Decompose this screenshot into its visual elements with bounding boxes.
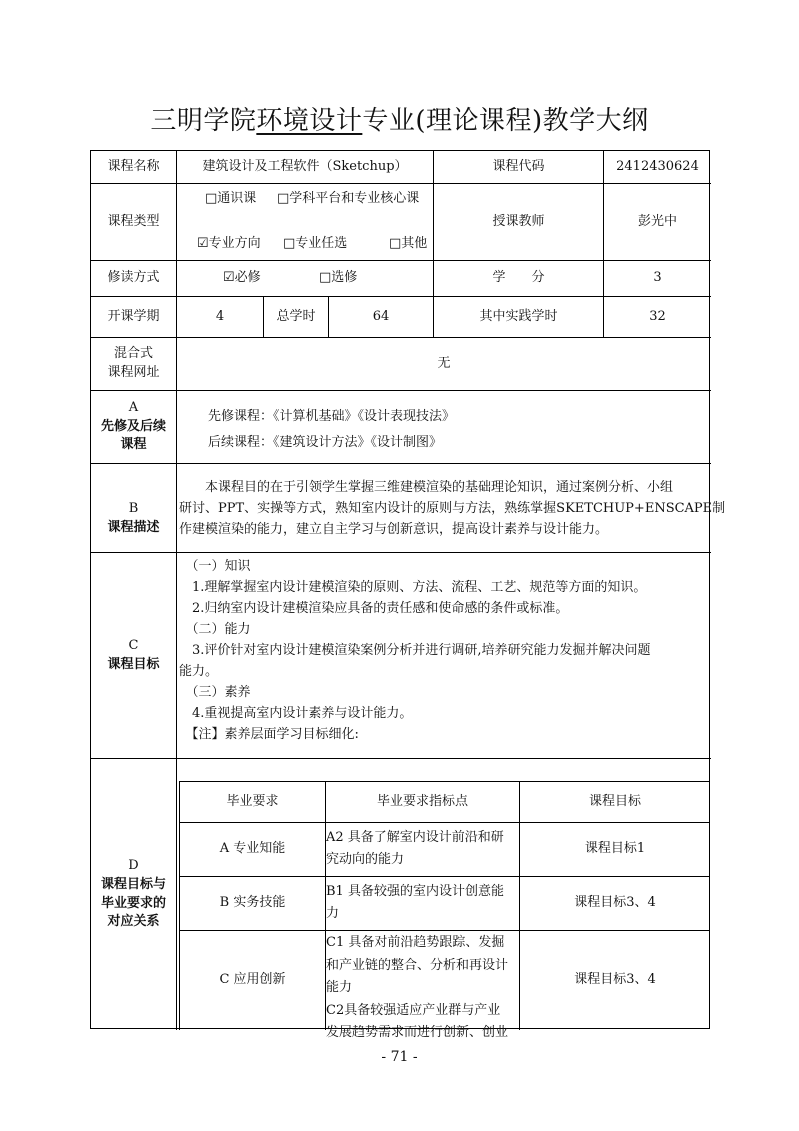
course-type-options [177, 184, 434, 261]
semester-label: 开课学期 [91, 297, 177, 338]
practice-hours-label: 其中实践学时 [434, 297, 604, 338]
following-courses: 后续课程：《建筑设计方法》《设计制图》 [208, 435, 443, 450]
indicator-c-line-4: C2具备较强适应产业群与产业 [326, 1002, 501, 1018]
section-d-title-3: 对应关系 [107, 914, 160, 930]
section-d-letter: D [128, 857, 139, 873]
objective-line-7: （三）素养 [179, 685, 251, 700]
credit-value: 3 [604, 261, 711, 297]
goal-a: 课程目标1 [519, 823, 710, 877]
option-elective: □专业任选 [283, 236, 348, 251]
course-code-value: 2412430624 [604, 151, 711, 184]
section-a-title-1: 先修及后续 [100, 418, 166, 434]
section-b-title: 课程描述 [107, 520, 160, 535]
title-major: 环境设计 [256, 106, 363, 136]
course-code-label: 课程代码 [434, 151, 604, 184]
total-hours-label: 总学时 [264, 297, 329, 338]
indicator-b-line-2: 力 [326, 906, 340, 921]
objective-line-4: （二）能力 [179, 622, 251, 637]
section-b-label [91, 464, 177, 553]
section-b-letter: B [128, 501, 139, 517]
option-optional: □选修 [319, 270, 358, 285]
goal-c: 课程目标3、4 [519, 931, 710, 1030]
indicator-c-line-1: C1 具备对前沿趋势跟踪、发掘 [326, 935, 505, 950]
prerequisite-courses: 先修课程：《计算机基础》《设计表现技法》 [208, 409, 456, 424]
credit-label: 学 分 [434, 261, 604, 297]
section-c-content [177, 553, 711, 759]
section-d-label [91, 759, 177, 1030]
objective-line-3: 2.归纳室内设计建模渲染应具备的责任感和使命感的条件或标准。 [179, 601, 569, 616]
section-a-content [177, 391, 711, 464]
teacher-label: 授课教师 [434, 184, 604, 261]
requirement-c: C 应用创新 [179, 931, 325, 1030]
objective-line-2: 1.理解掌握室内设计建模渲染的原则、方法、流程、工艺、规范等方面的知识。 [179, 580, 647, 595]
section-d-title-1: 课程目标与 [100, 876, 166, 892]
syllabus-table [90, 150, 726, 1040]
objective-line-1: （一）知识 [179, 559, 251, 574]
semester-value: 4 [177, 297, 264, 338]
section-a-label [91, 391, 177, 464]
mixed-url-label-line2: 课程网址 [107, 365, 160, 380]
document-title [0, 100, 799, 137]
study-mode-options [177, 261, 434, 297]
course-name-value: 建筑设计及工程软件（Sketchup） [177, 151, 434, 184]
requirement-b: B 实务技能 [179, 877, 325, 931]
indicator-b [325, 877, 519, 931]
description-line-3: 作建模渲染的能力，建立自主学习与创新意识，提高设计素养与设计能力。 [179, 522, 609, 537]
indicator-c-line-5: 发展趋势需求而进行创新、创业 [326, 1025, 509, 1040]
indicator-a-line-2: 究动向的能力 [326, 852, 405, 867]
section-a-title-2: 课程 [120, 437, 147, 453]
mixed-url-label [91, 338, 177, 391]
section-c-letter: C [128, 637, 139, 653]
course-type-label: 课程类型 [91, 184, 177, 261]
objective-line-8: 4.重视提高室内设计素养与设计能力。 [179, 706, 413, 721]
title-prefix: 三明学院 [150, 106, 257, 136]
section-d-title-2: 毕业要求的 [100, 895, 166, 911]
section-b-content [177, 464, 726, 553]
indicator-a [325, 823, 519, 877]
section-c-title: 课程目标 [107, 656, 160, 672]
indicator-c-line-2: 和产业链的整合、分析和再设计 [326, 957, 509, 973]
option-direction: ☑专业方向 [197, 236, 261, 251]
section-a-letter: A [128, 399, 139, 415]
teacher-value: 彭光中 [604, 184, 711, 261]
header-indicator: 毕业要求指标点 [325, 781, 519, 823]
option-core: □学科平台和专业核心课 [277, 191, 420, 206]
requirement-a: A 专业知能 [179, 823, 325, 877]
indicator-c-line-3: 能力 [326, 980, 353, 995]
description-line-2: 研讨、PPT、实操等方式，熟知室内设计的原则与方法，熟练掌握SKETCHUP+ENSCAPE制 [179, 501, 726, 516]
title-suffix: 专业(理论课程)教学大纲 [362, 106, 649, 136]
section-d-content [177, 759, 711, 1040]
description-line-1: 本课程目的在于引领学生掌握三维建模渲染的基础理论知识，通过案例分析、小组 [179, 480, 674, 495]
mixed-url-value: 无 [177, 338, 711, 391]
total-hours-value: 64 [329, 297, 434, 338]
option-general: □通识课 [205, 191, 257, 206]
objective-line-9: 【注】素养层面学习目标细化: [179, 727, 359, 742]
option-required: ☑必修 [223, 270, 261, 285]
objective-line-6: 能力。 [179, 664, 219, 679]
indicator-a-line-1: A2 具备了解室内设计前沿和研 [326, 830, 504, 845]
indicator-b-line-1: B1 具备较强的室内设计创意能 [326, 884, 504, 899]
indicator-c [325, 931, 519, 1040]
header-graduation-requirement: 毕业要求 [179, 781, 325, 823]
course-name-label: 课程名称 [91, 151, 177, 184]
objective-line-5: 3.评价针对室内设计建模渲染案例分析并进行调研,培养研究能力发掘并解决问题 [179, 643, 651, 658]
practice-hours-value: 32 [604, 297, 711, 338]
header-course-goal: 课程目标 [519, 781, 710, 823]
option-other: □其他 [389, 236, 428, 251]
section-c-label [91, 553, 177, 759]
page-number: - 71 - [381, 1049, 418, 1065]
study-mode-label: 修读方式 [91, 261, 177, 297]
goal-b: 课程目标3、4 [519, 877, 710, 931]
mixed-url-label-line1: 混合式 [113, 346, 153, 362]
